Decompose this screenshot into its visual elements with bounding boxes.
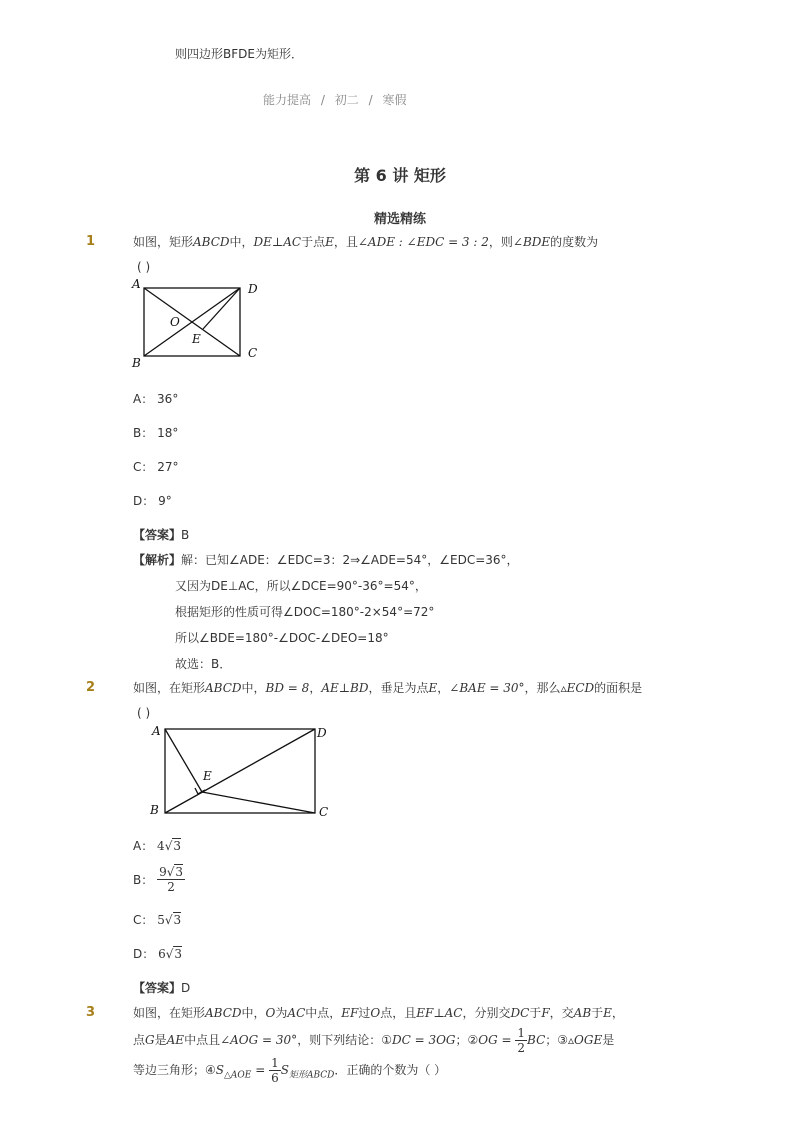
math: ABCD bbox=[205, 681, 242, 695]
sqrt-sign: √ bbox=[166, 865, 175, 879]
math: AE⊥BD bbox=[321, 681, 369, 695]
breadcrumb-level: 能力提高 bbox=[263, 93, 312, 107]
math-subscript: △AOE bbox=[224, 1070, 252, 1081]
math: OG = bbox=[478, 1033, 512, 1047]
vertex-label: E bbox=[192, 332, 201, 346]
option-key: D： bbox=[133, 494, 155, 508]
stem-text: 于 bbox=[591, 1006, 604, 1020]
math: 5 bbox=[157, 913, 165, 927]
math: S bbox=[280, 1063, 289, 1077]
option-d[interactable] bbox=[133, 492, 172, 509]
option-b[interactable] bbox=[133, 424, 178, 441]
analysis-line: 根据矩形的性质可得∠DOC=180°-2×54°=72° bbox=[175, 605, 435, 619]
stem-text: 中， bbox=[241, 681, 266, 695]
option-key: D： bbox=[133, 947, 155, 961]
math: DE⊥AC bbox=[253, 235, 302, 249]
math: 9 bbox=[159, 865, 167, 879]
option-c[interactable] bbox=[133, 458, 179, 475]
analysis-text: 解：已知∠ADE：∠EDC=3：2⇒∠ADE=54°，∠EDC=36°， bbox=[181, 553, 519, 567]
answer-tag: 【答案】 bbox=[133, 981, 182, 995]
sqrt-sign: √ bbox=[164, 913, 173, 927]
stem-text: 于 bbox=[529, 1006, 542, 1020]
stem-text: 为 bbox=[275, 1006, 288, 1020]
stem-text: 点，且 bbox=[380, 1006, 417, 1020]
option-a[interactable] bbox=[133, 837, 181, 854]
option-key: A： bbox=[133, 392, 154, 406]
vertex-label: C bbox=[248, 346, 258, 360]
option-text: 9° bbox=[158, 494, 172, 508]
rectangle-figure-2 bbox=[140, 722, 340, 822]
stem-text: ，且 bbox=[333, 235, 358, 249]
numerator bbox=[157, 865, 185, 880]
question-number: 3 bbox=[86, 1005, 96, 1020]
math: = bbox=[251, 1063, 266, 1077]
stem-text: 中， bbox=[229, 235, 254, 249]
math: E bbox=[325, 235, 334, 249]
math: ABCD bbox=[205, 1006, 242, 1020]
analysis-line: 所以∠BDE=180°-∠DOC-∠DEO=18° bbox=[175, 631, 389, 645]
option-text: 27° bbox=[157, 460, 179, 474]
question-stem bbox=[133, 1004, 624, 1021]
analysis-tag: 【解析】 bbox=[133, 553, 182, 567]
math: G bbox=[145, 1033, 155, 1047]
stem-text: ，分别交 bbox=[462, 1006, 511, 1020]
option-a[interactable] bbox=[133, 390, 178, 407]
denominator: 2 bbox=[517, 1041, 526, 1055]
fraction bbox=[157, 865, 185, 894]
breadcrumb-grade: 初二 bbox=[334, 93, 359, 107]
math-subscript: 矩形ABCD bbox=[288, 1070, 335, 1081]
option-key: B： bbox=[133, 426, 154, 440]
analysis-line: 又因为DE⊥AC，所以∠DCE=90°-36°=54°， bbox=[175, 579, 427, 593]
math: 3 bbox=[173, 913, 182, 927]
stem-text: 中， bbox=[241, 1006, 266, 1020]
math: 3 bbox=[174, 947, 183, 961]
vertex-label: A bbox=[152, 724, 161, 738]
stem-text: ， bbox=[437, 681, 450, 695]
math: AC bbox=[287, 1006, 306, 1020]
math: AB bbox=[573, 1006, 592, 1020]
denominator: 2 bbox=[167, 880, 175, 894]
math: 6 bbox=[158, 947, 166, 961]
math: 4 bbox=[157, 839, 165, 853]
stem-text: ，则 bbox=[488, 235, 513, 249]
sqrt-sign: √ bbox=[165, 947, 174, 961]
stem-text: 是 bbox=[602, 1033, 615, 1047]
math: DC bbox=[510, 1006, 530, 1020]
math: 3 bbox=[173, 839, 181, 853]
section-title: 精选精练 bbox=[373, 212, 426, 227]
numerator: 1 bbox=[517, 1026, 526, 1040]
math: O bbox=[370, 1006, 381, 1020]
breadcrumb bbox=[263, 91, 406, 108]
stem-text: ．正确的个数为（ ） bbox=[334, 1063, 447, 1077]
vertex-label: O bbox=[170, 315, 180, 329]
option-key: C： bbox=[133, 913, 154, 927]
vertex-label: B bbox=[150, 803, 159, 817]
sqrt-sign: √ bbox=[164, 839, 173, 853]
vertex-label: D bbox=[248, 282, 258, 296]
question-stem bbox=[133, 679, 642, 696]
option-b[interactable] bbox=[133, 865, 185, 894]
question-stem-line2 bbox=[133, 1026, 614, 1055]
stem-text: ；③ bbox=[545, 1033, 569, 1047]
stem-text: ， bbox=[309, 681, 322, 695]
option-key: B： bbox=[133, 873, 154, 887]
stem-text: 是 bbox=[154, 1033, 167, 1047]
math: ▵OGE bbox=[568, 1033, 603, 1047]
answer-line bbox=[133, 979, 190, 996]
rectangle-figure-1 bbox=[128, 276, 268, 368]
option-c[interactable] bbox=[133, 911, 181, 928]
answer-parentheses: ( ) bbox=[137, 260, 151, 274]
stem-text: 的度数为 bbox=[550, 235, 599, 249]
question-stem-line3 bbox=[133, 1056, 446, 1085]
stem-text: ，交 bbox=[549, 1006, 574, 1020]
option-key: A： bbox=[133, 839, 154, 853]
answer-tag: 【答案】 bbox=[133, 528, 182, 542]
vertex-label: C bbox=[319, 805, 329, 819]
question-number: 1 bbox=[86, 234, 96, 249]
analysis-line bbox=[133, 551, 519, 568]
option-text: 36° bbox=[157, 392, 179, 406]
answer-parentheses: ( ) bbox=[137, 706, 151, 720]
denominator: 6 bbox=[271, 1071, 279, 1085]
previous-conclusion: 则四边形BFDE为矩形． bbox=[175, 47, 303, 61]
question-stem bbox=[133, 233, 598, 250]
numerator: 1 bbox=[271, 1056, 279, 1070]
math: E bbox=[428, 681, 438, 695]
stem-text: 中点且 bbox=[184, 1033, 221, 1047]
math: EF⊥AC bbox=[416, 1006, 463, 1020]
math: S bbox=[215, 1063, 224, 1077]
answer-line bbox=[133, 526, 189, 543]
stem-text: 如图，在矩形 bbox=[133, 1006, 206, 1020]
math: E bbox=[603, 1006, 612, 1020]
stem-text: 中点， bbox=[305, 1006, 342, 1020]
math: EF bbox=[341, 1006, 359, 1020]
answer-value: D bbox=[181, 981, 191, 995]
math: ∠ADE : ∠EDC = 3 : 2 bbox=[357, 235, 489, 249]
stem-text: 如图，矩形 bbox=[133, 235, 194, 249]
stem-text: 于点 bbox=[301, 235, 326, 249]
math: DC = 3OG bbox=[391, 1033, 456, 1047]
stem-text: 的面积是 bbox=[594, 681, 643, 695]
vertex-label: A bbox=[132, 277, 141, 291]
answer-value: B bbox=[181, 528, 190, 542]
vertex-label: D bbox=[317, 726, 327, 740]
option-d[interactable] bbox=[133, 945, 182, 962]
math: ∠BAE = 30° bbox=[449, 681, 525, 695]
breadcrumb-separator: / bbox=[368, 93, 373, 107]
stem-text: 过 bbox=[358, 1006, 371, 1020]
analysis-line: 故选：B． bbox=[175, 657, 232, 671]
stem-text: ， bbox=[611, 1006, 624, 1020]
math: AE bbox=[166, 1033, 185, 1047]
math: ABCD bbox=[193, 235, 230, 249]
stem-text: 点 bbox=[133, 1033, 146, 1047]
breadcrumb-term: 寒假 bbox=[382, 93, 407, 107]
stem-text: ，那么 bbox=[524, 681, 561, 695]
fraction bbox=[269, 1056, 281, 1085]
option-text: 18° bbox=[157, 426, 179, 440]
option-key: C： bbox=[133, 460, 154, 474]
math: ∠AOG = 30° bbox=[220, 1033, 298, 1047]
math: ▵ECD bbox=[560, 681, 595, 695]
question-number: 2 bbox=[86, 680, 96, 695]
math: 3 bbox=[175, 865, 183, 879]
stem-text: ，则下列结论：① bbox=[297, 1033, 392, 1047]
math: BC bbox=[527, 1033, 546, 1047]
breadcrumb-separator: / bbox=[320, 93, 325, 107]
lecture-title: 第 6 讲 矩形 bbox=[354, 166, 446, 185]
math: BD = 8 bbox=[265, 681, 310, 695]
math: ∠BDE bbox=[512, 235, 551, 249]
math: F bbox=[541, 1006, 550, 1020]
stem-text: 如图，在矩形 bbox=[133, 681, 206, 695]
fraction bbox=[515, 1026, 527, 1055]
math: O bbox=[265, 1006, 276, 1020]
stem-text: 等边三角形；④ bbox=[133, 1063, 216, 1077]
stem-text: ；② bbox=[455, 1033, 479, 1047]
vertex-label: E bbox=[203, 769, 212, 783]
stem-text: ，垂足为点 bbox=[368, 681, 429, 695]
vertex-label: B bbox=[132, 356, 141, 368]
